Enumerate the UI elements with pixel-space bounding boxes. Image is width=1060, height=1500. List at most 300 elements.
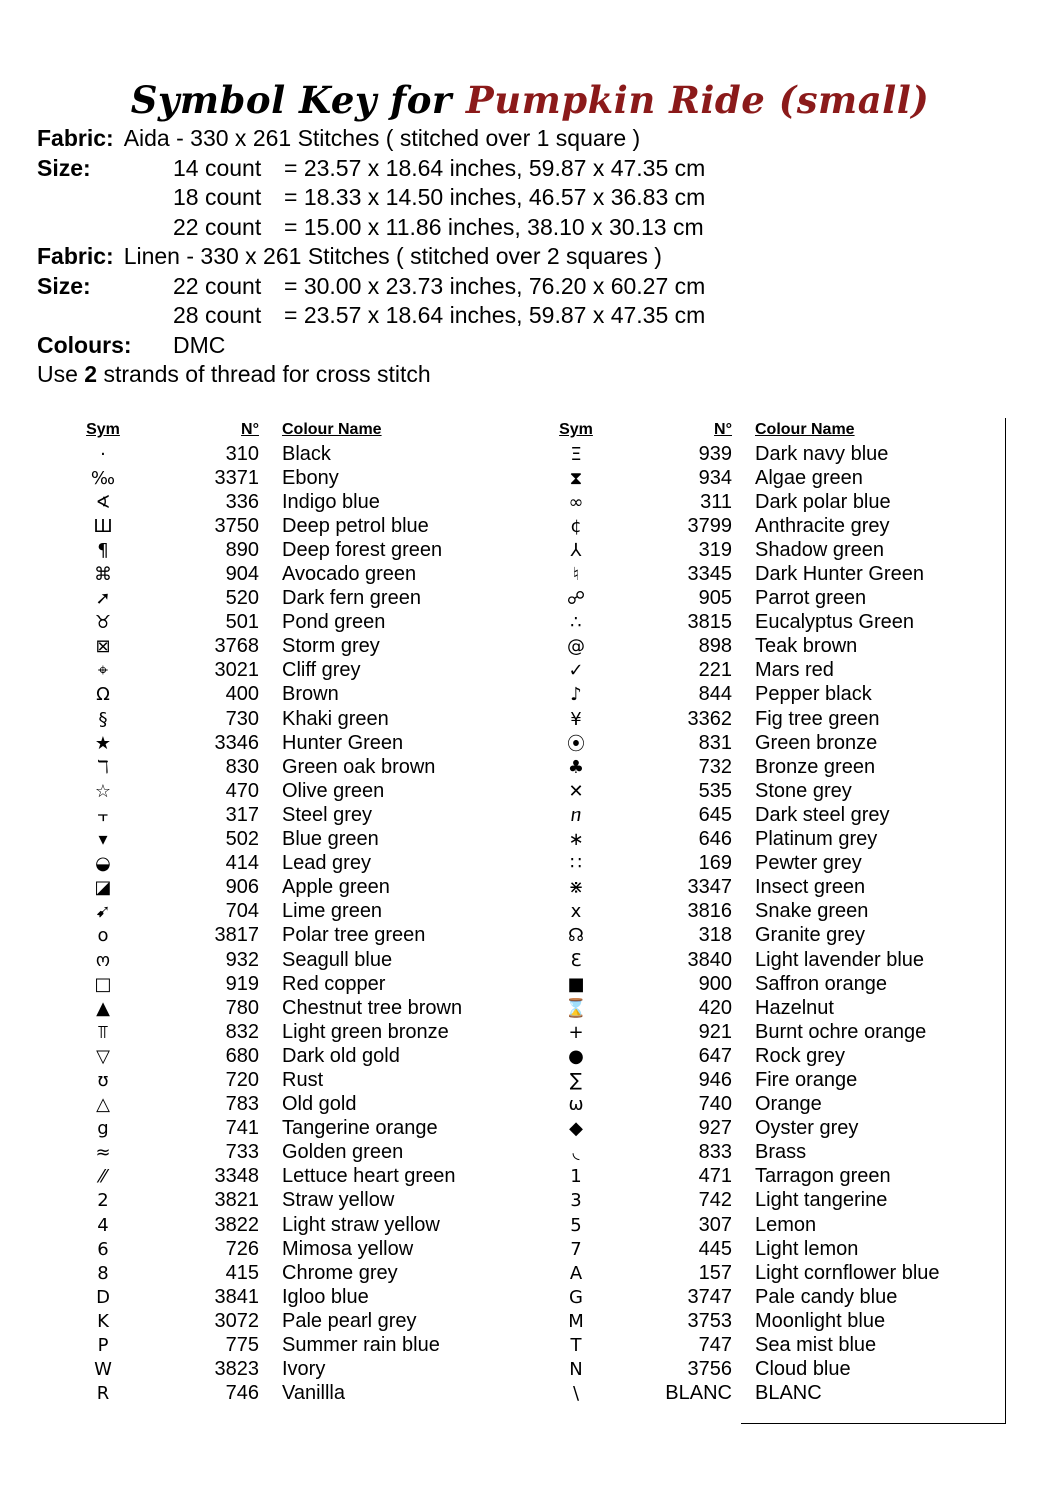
colour-name-cell: Stone grey	[755, 779, 852, 802]
symbol-cell: ω	[568, 1094, 584, 1116]
symbol-cell: ¶	[97, 539, 109, 561]
colour-name-cell: Pond green	[282, 611, 386, 634]
table-row	[62, 1285, 462, 1309]
table-row	[62, 1117, 462, 1141]
size-row	[37, 213, 937, 243]
dmc-number-cell: 336	[225, 490, 259, 513]
dmc-number-cell: 939	[698, 442, 732, 465]
table-row	[62, 996, 462, 1020]
table-row	[62, 924, 462, 948]
colour-name-cell: Pewter grey	[755, 852, 862, 875]
dmc-number-cell: 732	[698, 755, 732, 778]
colour-name-cell: Cliff grey	[282, 659, 361, 682]
dmc-number-cell: 3072	[214, 1309, 259, 1332]
dmc-number-cell: 905	[698, 587, 732, 610]
header-colour-name: Colour Name	[755, 421, 855, 438]
colour-name-cell: Dark steel grey	[755, 803, 890, 826]
dmc-number-cell: 3799	[687, 514, 732, 537]
table-row	[535, 490, 940, 514]
colour-name-cell: Lemon	[755, 1213, 817, 1236]
table-row	[535, 948, 940, 972]
symbol-cell: 7	[570, 1238, 582, 1260]
colour-name-cell: Light lavender blue	[755, 948, 925, 971]
symbol-cell: T	[570, 1335, 582, 1357]
header-colour-name: Colour Name	[282, 421, 382, 438]
colour-name-cell: Mars red	[755, 659, 834, 682]
colour-name-cell: Saffron orange	[755, 972, 887, 995]
colour-name-cell: Dark polar blue	[755, 490, 891, 513]
colour-name-cell: Brass	[755, 1141, 807, 1164]
colour-name-cell: Chrome grey	[282, 1261, 398, 1284]
table-row	[62, 731, 462, 755]
symbol-cell: ◒	[95, 853, 111, 875]
fabric-specs	[37, 124, 937, 390]
dmc-number-cell: 3348	[214, 1165, 259, 1188]
frame-right-border	[1005, 418, 1006, 1424]
dmc-number-cell: 3750	[214, 514, 259, 537]
colour-name-cell: Light green bronze	[282, 1020, 449, 1043]
table-row	[535, 900, 940, 924]
size-count: 22 count	[173, 272, 262, 299]
colours-value: DMC	[173, 331, 226, 358]
colour-name-cell: Green bronze	[755, 731, 878, 754]
table-row	[535, 1020, 940, 1044]
symbol-cell: g	[97, 1118, 109, 1140]
fabric-aida-text: Aida - 330 x 261 Stitches ( stitched over 1 square )	[123, 125, 641, 151]
symbol-cell: ⋇	[568, 877, 584, 899]
dmc-number-cell: 169	[698, 852, 732, 875]
dmc-number-cell: 3841	[214, 1285, 259, 1308]
table-row	[535, 562, 940, 586]
strands-after: strands of thread for cross stitch	[97, 361, 431, 387]
dmc-number-cell: 535	[698, 779, 732, 802]
dmc-number-cell: 733	[225, 1141, 259, 1164]
table-row	[62, 972, 462, 996]
header-num: N°	[714, 421, 732, 438]
dmc-number-cell: 904	[225, 563, 259, 586]
colour-name-cell: Summer rain blue	[282, 1334, 440, 1357]
colour-name-cell: Fig tree green	[755, 707, 880, 730]
colour-name-cell: Moonlight blue	[755, 1309, 886, 1332]
colours-label: Colours:	[37, 331, 132, 358]
colour-name-cell: Ivory	[282, 1358, 326, 1381]
symbol-cell: Ɛ	[570, 949, 582, 971]
table-header	[62, 418, 462, 442]
colour-name-cell: Red copper	[282, 972, 386, 995]
table-row	[62, 635, 462, 659]
dmc-number-cell: 3362	[687, 707, 732, 730]
dmc-number-cell: 310	[225, 442, 259, 465]
symbol-cell: +	[568, 1021, 584, 1043]
fabric-linen-text: Linen - 330 x 261 Stitches ( stitched over 2 squares )	[123, 243, 662, 269]
table-row	[535, 924, 940, 948]
colour-name-cell: Old gold	[282, 1093, 357, 1116]
symbol-cell: ⌖	[97, 660, 109, 682]
table-row	[535, 659, 940, 683]
dmc-number-cell: BLANC	[665, 1382, 732, 1405]
colour-name-cell: Cloud blue	[755, 1358, 851, 1381]
dmc-number-cell: 502	[225, 828, 259, 851]
dmc-number-cell: 934	[698, 466, 732, 489]
table-row	[535, 803, 940, 827]
dmc-number-cell: 470	[225, 779, 259, 802]
symbol-cell: 6	[97, 1238, 109, 1260]
symbol-cell: ♉	[94, 612, 112, 634]
colour-name-cell: Granite grey	[755, 924, 866, 947]
size-label: Size:	[37, 272, 91, 299]
symbol-cell: @	[567, 636, 585, 658]
colour-name-cell: Mimosa yellow	[282, 1237, 414, 1260]
colour-name-cell: Dark navy blue	[755, 442, 889, 465]
symbol-cell: ➹	[95, 901, 111, 923]
colour-name-cell: Oyster grey	[755, 1117, 859, 1140]
symbol-cell: ¢	[570, 515, 582, 537]
dmc-number-cell: 830	[225, 755, 259, 778]
colour-name-cell: Olive green	[282, 779, 385, 802]
table-row	[62, 852, 462, 876]
table-row	[62, 1309, 462, 1333]
symbol-cell: A	[569, 1262, 583, 1284]
table-row	[62, 1165, 462, 1189]
size-dims: = 23.57 x 18.64 inches, 59.87 x 47.35 cm	[284, 154, 706, 181]
symbol-cell: ⴖ	[570, 804, 582, 826]
colour-name-cell: Vanillla	[282, 1382, 345, 1405]
colour-name-cell: Light tangerine	[755, 1189, 888, 1212]
symbol-cell: Ш	[93, 515, 113, 537]
symbol-cell: §	[98, 708, 108, 730]
table-row	[535, 1044, 940, 1068]
colour-name-cell: Brown	[282, 683, 339, 706]
table-row	[535, 828, 940, 852]
size-dims: = 30.00 x 23.73 inches, 76.20 x 60.27 cm	[284, 272, 706, 299]
symbol-cell: ∷	[570, 853, 582, 875]
strands-note	[37, 360, 937, 390]
colour-name-cell: Insect green	[755, 876, 866, 899]
table-row	[535, 1309, 940, 1333]
colour-name-cell: Eucalyptus Green	[755, 611, 914, 634]
dmc-number-cell: 645	[698, 803, 732, 826]
colour-name-cell: Indigo blue	[282, 490, 380, 513]
table-row	[535, 514, 940, 538]
dmc-number-cell: 471	[698, 1165, 732, 1188]
dmc-number-cell: 3840	[687, 948, 732, 971]
symbol-cell: ·	[100, 443, 106, 465]
strands-count: 2	[84, 361, 98, 387]
dmc-number-cell: 414	[225, 852, 259, 875]
dmc-number-cell: 927	[698, 1117, 732, 1140]
dmc-number-cell: 157	[698, 1261, 732, 1284]
colour-name-cell: Deep petrol blue	[282, 514, 429, 537]
dmc-number-cell: 501	[225, 611, 259, 634]
symbol-cell: ◆	[569, 1118, 583, 1140]
colour-name-cell: Chestnut tree brown	[282, 996, 463, 1019]
colour-name-cell: Pale pearl grey	[282, 1309, 417, 1332]
symbol-cell: ◟	[572, 1142, 580, 1164]
colour-name-cell: Seagull blue	[282, 948, 393, 971]
dmc-number-cell: 680	[225, 1044, 259, 1067]
table-row	[535, 1285, 940, 1309]
symbol-cell: 5	[570, 1214, 582, 1236]
symbol-cell: ⌘	[94, 564, 112, 586]
colour-name-cell: Hazelnut	[755, 996, 834, 1019]
dmc-number-cell: 747	[698, 1334, 732, 1357]
symbol-cell: N	[569, 1359, 583, 1381]
dmc-number-cell: 833	[698, 1141, 732, 1164]
dmc-number-cell: 730	[225, 707, 259, 730]
symbol-cell: ◪	[94, 877, 112, 899]
table-row	[535, 1237, 940, 1261]
symbol-cell: 3	[570, 1190, 582, 1212]
table-row	[62, 755, 462, 779]
symbol-cell: ⦿	[567, 734, 585, 756]
symbol-cell: ✕	[568, 780, 584, 802]
symbol-cell: ∴	[570, 612, 582, 634]
dmc-number-cell: 726	[225, 1237, 259, 1260]
colour-name-cell: Tarragon green	[755, 1165, 891, 1188]
dmc-number-cell: 3816	[687, 900, 732, 923]
colour-name-cell: Green oak brown	[282, 755, 436, 778]
colour-name-cell: Orange	[755, 1093, 822, 1116]
symbol-cell: P	[97, 1335, 109, 1357]
symbol-cell: ʊ	[97, 1069, 109, 1091]
fabric-linen-line	[37, 242, 937, 272]
pattern-name: Pumpkin Ride (small)	[465, 78, 930, 122]
colour-name-cell: Ebony	[282, 466, 339, 489]
dmc-number-cell: 520	[225, 587, 259, 610]
table-row	[62, 1189, 462, 1213]
dmc-number-cell: 3371	[214, 466, 259, 489]
symbol-cell: D	[96, 1286, 110, 1308]
size-dims: = 18.33 x 14.50 inches, 46.57 x 36.83 cm	[284, 184, 706, 210]
table-row	[62, 948, 462, 972]
dmc-number-cell: 742	[698, 1189, 732, 1212]
table-row	[535, 876, 940, 900]
symbol-cell: ☆	[94, 780, 112, 802]
table-row	[535, 1189, 940, 1213]
symbol-cell: ⫪	[97, 1021, 109, 1043]
size-count: 22 count	[173, 213, 262, 240]
table-row	[62, 1261, 462, 1285]
colour-name-cell: Pepper black	[755, 683, 872, 706]
symbol-cell: ♣	[567, 756, 585, 778]
table-row	[62, 514, 462, 538]
colour-name-cell: Dark Hunter Green	[755, 563, 924, 586]
dmc-number-cell: 3821	[214, 1189, 259, 1212]
dmc-number-cell: 890	[225, 538, 259, 561]
dmc-number-cell: 3753	[687, 1309, 732, 1332]
symbol-cell: ო	[95, 949, 111, 971]
table-row	[62, 828, 462, 852]
symbol-cell: ♪	[570, 684, 582, 706]
table-row	[535, 731, 940, 755]
table-row	[535, 707, 940, 731]
dmc-number-cell: 420	[698, 996, 732, 1019]
dmc-number-cell: 900	[698, 972, 732, 995]
dmc-number-cell: 319	[698, 538, 732, 561]
size-row	[37, 183, 937, 213]
symbol-cell: \	[572, 1383, 580, 1405]
size-count: 28 count	[173, 302, 262, 328]
symbol-cell: ∢	[95, 491, 111, 513]
symbol-cell: ✓	[568, 660, 584, 682]
dmc-number-cell: 415	[225, 1261, 259, 1284]
colour-name-cell: Dark old gold	[282, 1044, 400, 1067]
colour-name-cell: Avocado green	[282, 563, 417, 586]
symbol-cell: ⌛	[564, 997, 588, 1019]
dmc-number-cell: 3021	[214, 659, 259, 682]
symbol-cell: ⫟	[97, 804, 109, 826]
colour-name-cell: Shadow green	[755, 538, 884, 561]
symbol-cell: □	[94, 973, 112, 995]
dmc-number-cell: 400	[225, 683, 259, 706]
dmc-number-cell: 898	[698, 635, 732, 658]
colour-name-cell: Storm grey	[282, 635, 380, 658]
dmc-number-cell: 3768	[214, 635, 259, 658]
page-title	[0, 78, 1060, 122]
dmc-number-cell: 775	[225, 1334, 259, 1357]
table-row	[62, 1213, 462, 1237]
symbol-cell: ⊠	[95, 636, 111, 658]
table-row	[535, 1068, 940, 1092]
table-row	[62, 611, 462, 635]
symbol-cell: x	[570, 901, 582, 923]
table-row	[62, 1237, 462, 1261]
symbol-cell: ≈	[95, 1142, 111, 1164]
size-count: 18 count	[173, 184, 262, 210]
colour-name-cell: BLANC	[755, 1382, 822, 1405]
dmc-number-cell: 844	[698, 683, 732, 706]
dmc-number-cell: 746	[225, 1382, 259, 1405]
dmc-number-cell: 445	[698, 1237, 732, 1260]
table-row	[62, 683, 462, 707]
frame-bottom-border	[741, 1423, 1006, 1424]
colour-name-cell: Khaki green	[282, 707, 389, 730]
table-row	[535, 852, 940, 876]
dmc-number-cell: 646	[698, 828, 732, 851]
table-row	[62, 1141, 462, 1165]
table-row	[62, 1020, 462, 1044]
dmc-number-cell: 317	[225, 803, 259, 826]
symbol-cell: o	[97, 925, 109, 947]
colour-name-cell: Deep forest green	[282, 538, 443, 561]
table-row	[535, 611, 940, 635]
colour-name-cell: Tangerine orange	[282, 1117, 438, 1140]
symbol-cell: ⅄	[570, 539, 582, 561]
symbol-cell: Ω	[96, 684, 110, 706]
table-row	[535, 755, 940, 779]
header-sym: Sym	[86, 421, 120, 438]
table-row	[535, 1333, 940, 1357]
colour-name-cell: Hunter Green	[282, 731, 404, 754]
symbol-cell: ‰	[90, 467, 116, 489]
dmc-number-cell: 919	[225, 972, 259, 995]
symbol-cell: ☊	[568, 925, 584, 947]
size-label: Size:	[37, 154, 91, 181]
symbol-cell: 8	[97, 1262, 109, 1284]
symbol-cell: ⁄⁄	[99, 1166, 106, 1188]
table-row	[62, 1044, 462, 1068]
table-row	[62, 587, 462, 611]
colour-name-cell: Rock grey	[755, 1044, 846, 1067]
symbol-cell: ●	[568, 1045, 584, 1067]
symbol-cell: R	[96, 1383, 110, 1405]
colour-name-cell: Rust	[282, 1068, 324, 1091]
colour-name-cell: Sea mist blue	[755, 1334, 877, 1357]
colour-name-cell: Apple green	[282, 876, 390, 899]
fabric-aida-line	[37, 124, 937, 154]
table-row	[535, 683, 940, 707]
symbol-cell: ▾	[98, 829, 108, 851]
symbol-cell: ∗	[568, 829, 584, 851]
table-row	[535, 538, 940, 562]
fabric-label: Fabric:	[37, 125, 114, 151]
colour-name-cell: Igloo blue	[282, 1285, 369, 1308]
colour-name-cell: Parrot green	[755, 587, 867, 610]
symbol-cell: M	[568, 1310, 584, 1332]
symbol-cell: ♮	[572, 564, 580, 586]
colour-name-cell: Algae green	[755, 466, 863, 489]
dmc-number-cell: 3747	[687, 1285, 732, 1308]
header-num: N°	[241, 421, 259, 438]
symbol-cell: ⧗	[569, 467, 583, 489]
symbol-cell: G	[569, 1286, 583, 1308]
symbol-cell: ➚	[95, 588, 111, 610]
symbol-cell: ☍	[566, 588, 586, 610]
colour-name-cell: Lead grey	[282, 852, 371, 875]
table-row	[535, 972, 940, 996]
colour-name-cell: Burnt ochre orange	[755, 1020, 927, 1043]
symbol-cell: K	[97, 1310, 109, 1332]
symbol-cell: Ξ	[570, 443, 582, 465]
dmc-number-cell: 3822	[214, 1213, 259, 1236]
table-row	[62, 490, 462, 514]
table-row	[535, 466, 940, 490]
dmc-number-cell: 832	[225, 1020, 259, 1043]
colour-name-cell: Platinum grey	[755, 828, 878, 851]
table-row	[535, 1261, 940, 1285]
size-row	[37, 301, 937, 331]
size-row	[37, 272, 937, 302]
colour-name-cell: Lime green	[282, 900, 383, 923]
dmc-number-cell: 906	[225, 876, 259, 899]
colour-name-cell: Anthracite grey	[755, 514, 890, 537]
symbol-cell: ▽	[96, 1045, 110, 1067]
table-row	[62, 1382, 462, 1406]
table-row	[535, 442, 940, 466]
table-row	[535, 996, 940, 1020]
table-row	[62, 1333, 462, 1357]
dmc-number-cell: 3756	[687, 1358, 732, 1381]
symbol-cell: ■	[567, 973, 585, 995]
symbol-cell: ∑	[569, 1069, 583, 1091]
dmc-number-cell: 780	[225, 996, 259, 1019]
size-dims: = 23.57 x 18.64 inches, 59.87 x 47.35 cm	[284, 302, 706, 328]
dmc-number-cell: 704	[225, 900, 259, 923]
dmc-number-cell: 311	[700, 490, 732, 513]
dmc-number-cell: 831	[698, 731, 732, 754]
colour-name-cell: Steel grey	[282, 803, 373, 826]
symbol-cell: ▲	[96, 997, 110, 1019]
colour-name-cell: Light straw yellow	[282, 1213, 440, 1236]
dmc-number-cell: 3345	[687, 563, 732, 586]
dmc-number-cell: 720	[225, 1068, 259, 1091]
table-row	[535, 1141, 940, 1165]
symbol-cell: 1	[570, 1166, 582, 1188]
dmc-number-cell: 3346	[214, 731, 259, 754]
dmc-number-cell: 3347	[687, 876, 732, 899]
table-row	[62, 1093, 462, 1117]
dmc-number-cell: 921	[698, 1020, 732, 1043]
